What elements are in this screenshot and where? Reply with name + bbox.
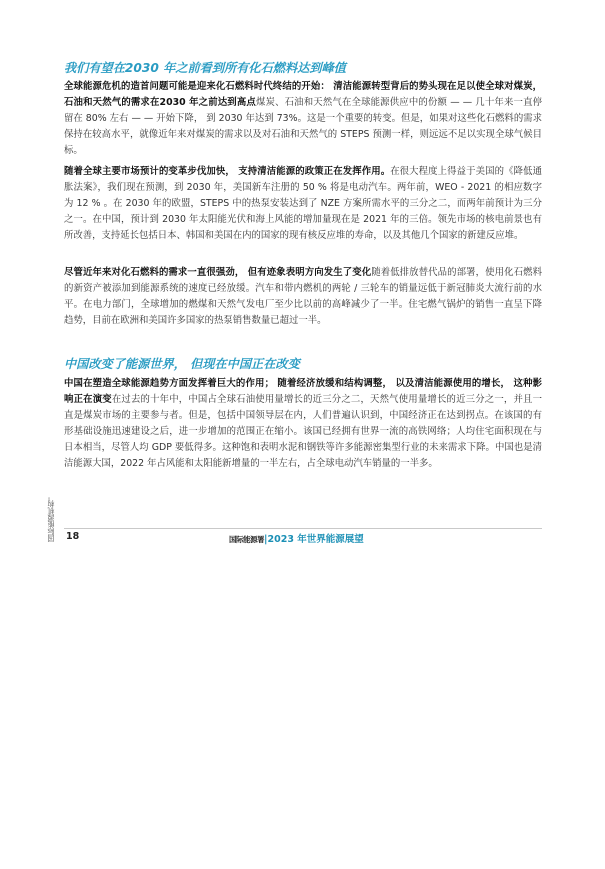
footer-report-title: 2023 年世界能源展望 <box>267 534 364 545</box>
section2-paragraph-1-lead: 中国在塑造全球能源趋势方面发挥着巨大的作用； 随着经济放缓和结构调整， 以及清洁能源使用的增长， 这种影响正在演变 <box>64 378 542 405</box>
section1-paragraph-1 <box>64 79 542 159</box>
footer-separator: | <box>264 534 268 545</box>
section1-paragraph-2-lead: 随着全球主要市场预计的变革步伐加快， 支持清洁能源的政策正在发挥作用。 <box>64 166 391 177</box>
section1-paragraph-2 <box>64 164 542 244</box>
section2-heading: 中国改变了能源世界， 但现在中国正在改变 <box>64 357 300 371</box>
section1-paragraph-1-body: 煤炭、石油和天然气在全球能源供应中的份额 — — 几十年来一直停留在 80% 左右 — — 开始下降， 到 2030 年达到 73%。这是一个重要的转变。但是，如果对这些化石燃料的需求保持在较高水平，就像近年来对煤炭的需求以及对石油和天然气的 STEPS 预测一样，则远远不足以实现全球气候目标。 <box>64 96 542 156</box>
side-label: 国际能源机构。 <box>47 493 55 542</box>
section2-paragraph-1-body: 在过去的十年中，中国占全球石油使用量增长的近三分之二，天然气使用量增长的近三分之一，并且一直是煤炭市场的主要参与者。但是，包括中国领导层在内，人们普遍认识到，中国经济正在达到拐点。在该国的有形基础设施迅速建设之后，进一步增加的范围正在缩小。该国已经拥有世界一流的高铁网络；人均住宅面积现在与日本相当，尽管人均 GDP 要低得多。这种饱和表明水泥和钢铁等许多能源密集型行业的未来需求下降。中国也是清洁能源大国，2022 年占风能和太阳能新增量的一半左右，占全球电动汽车销量的一半多。 <box>64 393 542 469</box>
section2-paragraph-1 <box>64 376 542 471</box>
section1-paragraph-1-lead: 全球能源危机的造首问题可能是迎来化石燃料时代终结的开始： 清洁能源转型背后的势头现在足以使全球对煤炭， 石油和天然气的需求在2030 年之前达到高点 <box>64 81 542 108</box>
section1-paragraph-3-lead: 尽管近年来对化石燃料的需求一直很强劲， 但有迹象表明方向发生了变化 <box>64 267 372 278</box>
section1-paragraph-3 <box>64 265 542 329</box>
section1-paragraph-2-body: 在很大程度上得益于美国的《降低通胀法案》，我们现在预测，到 2030 年，美国新车注册的 50 % 将是电动汽车。两年前，WEO - 2021 的相应数字为 12 % 。在 2030 年的欧盟，STEPS 中的热泵安装达到了 NZE 方案所需水平的三分之二，而两年前预计为三分之一。在中国，预计到 2030 年太阳能光伏和海上风能的增加量现在是 2021 年的三倍。领先市场的核电前景也有所改善，支持延长包括日本、韩国和美国在内的国家的现有核反应堆的寿命，以及其他几个国家的新建反应堆。 <box>64 166 542 241</box>
section1-heading: 我们有望在2030 年之前看到所有化石燃料达到峰值 <box>64 61 346 75</box>
page-number: 18 <box>66 531 80 542</box>
footer-divider <box>64 528 542 529</box>
footer-org: 国际能源署 <box>229 535 264 544</box>
footer-title <box>229 531 364 545</box>
section1-paragraph-3-body: 随着低排放替代品的部署，使用化石燃料的新资产被添加到能源系统的速度已经放缓。汽车和带内燃机的两轮 / 三轮车的销量远低于新冠肺炎大流行前的水平。在电力部门，全球增加的燃煤和天然气发电厂至少比以前的高峰减少了一半。住宅燃气锅炉的销售一直呈下降趋势，目前在欧洲和美国许多国家的热泵销售数量已超过一半。 <box>64 267 542 326</box>
